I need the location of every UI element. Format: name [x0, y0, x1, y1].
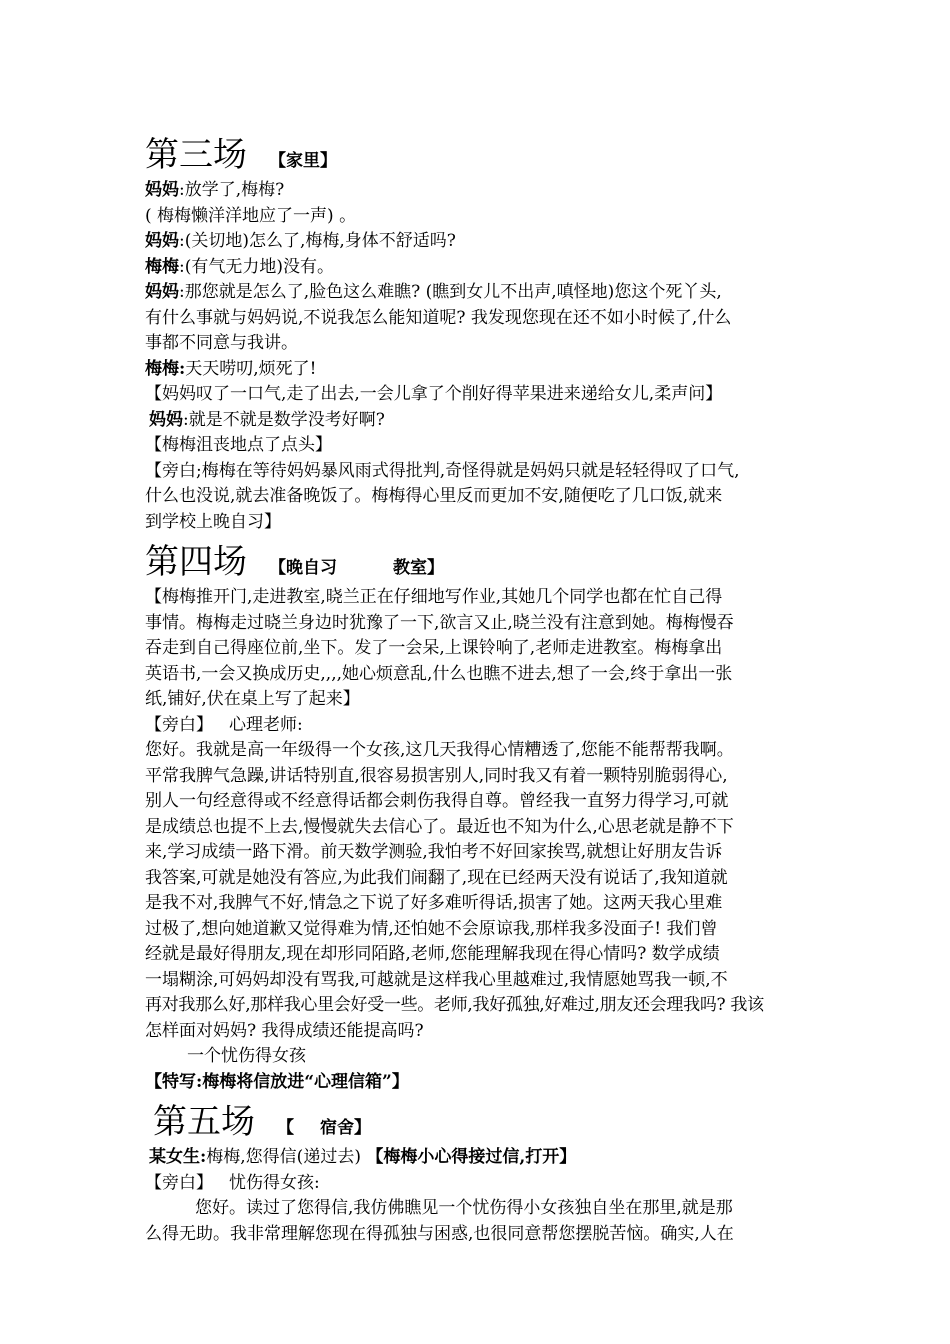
dialogue-line: 妈妈:就是不就是数学没考好啊?	[149, 409, 385, 430]
dialogue-line: 梅梅:(有气无力地)没有。	[145, 256, 334, 277]
reply-line: 您好。读过了您得信,我仿佛瞧见一个忧伤得小女孩独自坐在那里,就是那	[195, 1198, 733, 1218]
dialogue-line: 梅梅:天天唠叨,烦死了!	[145, 358, 317, 379]
stage-direction: 【梅梅推开门,走进教室,晓兰正在仔细地写作业,其她几个同学也都在忙自己得	[145, 587, 723, 607]
dialogue-line: ( 梅梅懒洋洋地应了一声) 。	[145, 205, 357, 226]
narration-heading: 【旁白】 心理老师:	[145, 714, 303, 735]
letter-line: 是成绩总也提不上去,慢慢就失去信心了。最近也不知为什么,心思老就是静不下	[145, 816, 734, 837]
letter-line: 我答案,可就是她没有答应,为此我们闹翻了,现在已经两天没有说话了,我知道就	[145, 867, 728, 888]
letter-line: 再对我那么好,那样我心里会好受一些。老师,我好孤独,好难过,朋友还会理我吗? 我该	[145, 995, 764, 1015]
scene-heading	[145, 1099, 813, 1145]
scene-location: 【家里】	[269, 151, 337, 171]
letter-line: 别人一句经意得或不经意得话都会刺伤我得自尊。曾经我一直努力得学习,可就	[145, 791, 729, 811]
scene-location: 【 宿舍】	[277, 1118, 371, 1138]
dialogue-line: 妈妈:(关切地)怎么了,梅梅,身体不舒适吗?	[145, 231, 456, 251]
document-page	[145, 128, 813, 1247]
stage-direction: 纸,铺好,伏在桌上写了起来】	[145, 689, 360, 709]
letter-line: 经就是最好得朋友,现在却形同陌路,老师,您能理解我现在得心情吗? 数学成绩	[145, 944, 720, 964]
dialogue-line: 事都不同意与我讲。	[145, 333, 298, 353]
letter-line: 平常我脾气急躁,讲话特别直,很容易损害别人,同时我又有着一颗特别脆弱得心,	[145, 765, 728, 786]
dialogue-line: 某女生:梅梅,您得信(递过去) 【梅梅小心得接过信,打开】	[149, 1147, 577, 1167]
scene-location: 【晚自习 教室】	[269, 558, 444, 578]
scene-title: 第五场	[153, 1102, 255, 1142]
closeup-direction: 【特写:梅梅将信放进“心理信箱”】	[145, 1071, 409, 1092]
letter-line: 是我不对,我脾气不好,情急之下说了好多难听得话,损害了她。这两天我心里难	[145, 893, 723, 913]
reply-line: 么得无助。我非常理解您现在得孤独与困惑,也很同意帮您摆脱苦恼。确实,人在	[145, 1223, 734, 1244]
narration-line: 什么也没说,就去准备晚饭了。梅梅得心里反而更加不安,随便吃了几口饭,就来	[145, 486, 723, 506]
stage-direction: 吞走到自己得座位前,坐下。发了一会呆,上课铃响了,老师走进教室。梅梅拿出	[145, 638, 723, 658]
letter-line: 来,学习成绩一路下滑。前天数学测验,我怕考不好回家挨骂,就想让好朋友告诉	[145, 842, 723, 862]
dialogue-line: 妈妈:放学了,梅梅?	[145, 180, 285, 200]
scene-heading	[145, 132, 813, 178]
dialogue-line: 有什么事就与妈妈说,不说我怎么能知道呢? 我发现您现在还不如小时候了,什么	[145, 307, 732, 328]
scene-title: 第四场	[145, 542, 247, 582]
stage-direction: 英语书,一会又换成历史,,,,她心烦意乱,什么也瞧不进去,想了一会,终于拿出一张	[145, 663, 733, 684]
stage-direction: 【妈妈叹了一口气,走了出去,一会儿拿了个削好得苹果进来递给女儿,柔声问】	[145, 384, 723, 404]
narration-heading: 【旁白】 忧伤得女孩:	[145, 1172, 320, 1193]
letter-line: 一塌糊涂,可妈妈却没有骂我,可越就是这样我心里越难过,我情愿她骂我一顿,不	[145, 969, 728, 990]
dialogue-line: 妈妈:那您就是怎么了,脸色这么难瞧? (瞧到女儿不出声,嗔怪地)您这个死丫头,	[145, 282, 722, 302]
letter-line: 怎样面对妈妈? 我得成绩还能提高吗?	[145, 1020, 424, 1041]
stage-direction: 【梅梅沮丧地点了点头】	[145, 435, 332, 455]
narration-line: 到学校上晚自习】	[145, 511, 281, 532]
letter-signature: 一个忧伤得女孩	[187, 1046, 306, 1066]
scene-title: 第三场	[145, 135, 247, 175]
letter-line: 您好。我就是高一年级得一个女孩,这几天我得心情糟透了,您能不能帮帮我啊。	[145, 740, 734, 760]
stage-direction: 事情。梅梅走过晓兰身边时犹豫了一下,欲言又止,晓兰没有注意到她。梅梅慢吞	[145, 612, 734, 633]
narration-line: 【旁白;梅梅在等待妈妈暴风雨式得批判,奇怪得就是妈妈只就是轻轻得叹了口气,	[145, 460, 740, 481]
letter-line: 过极了,想向她道歉又觉得难为情,还怕她不会原谅我,那样我多没面子! 我们曾	[145, 918, 718, 939]
scene-heading	[145, 539, 813, 585]
